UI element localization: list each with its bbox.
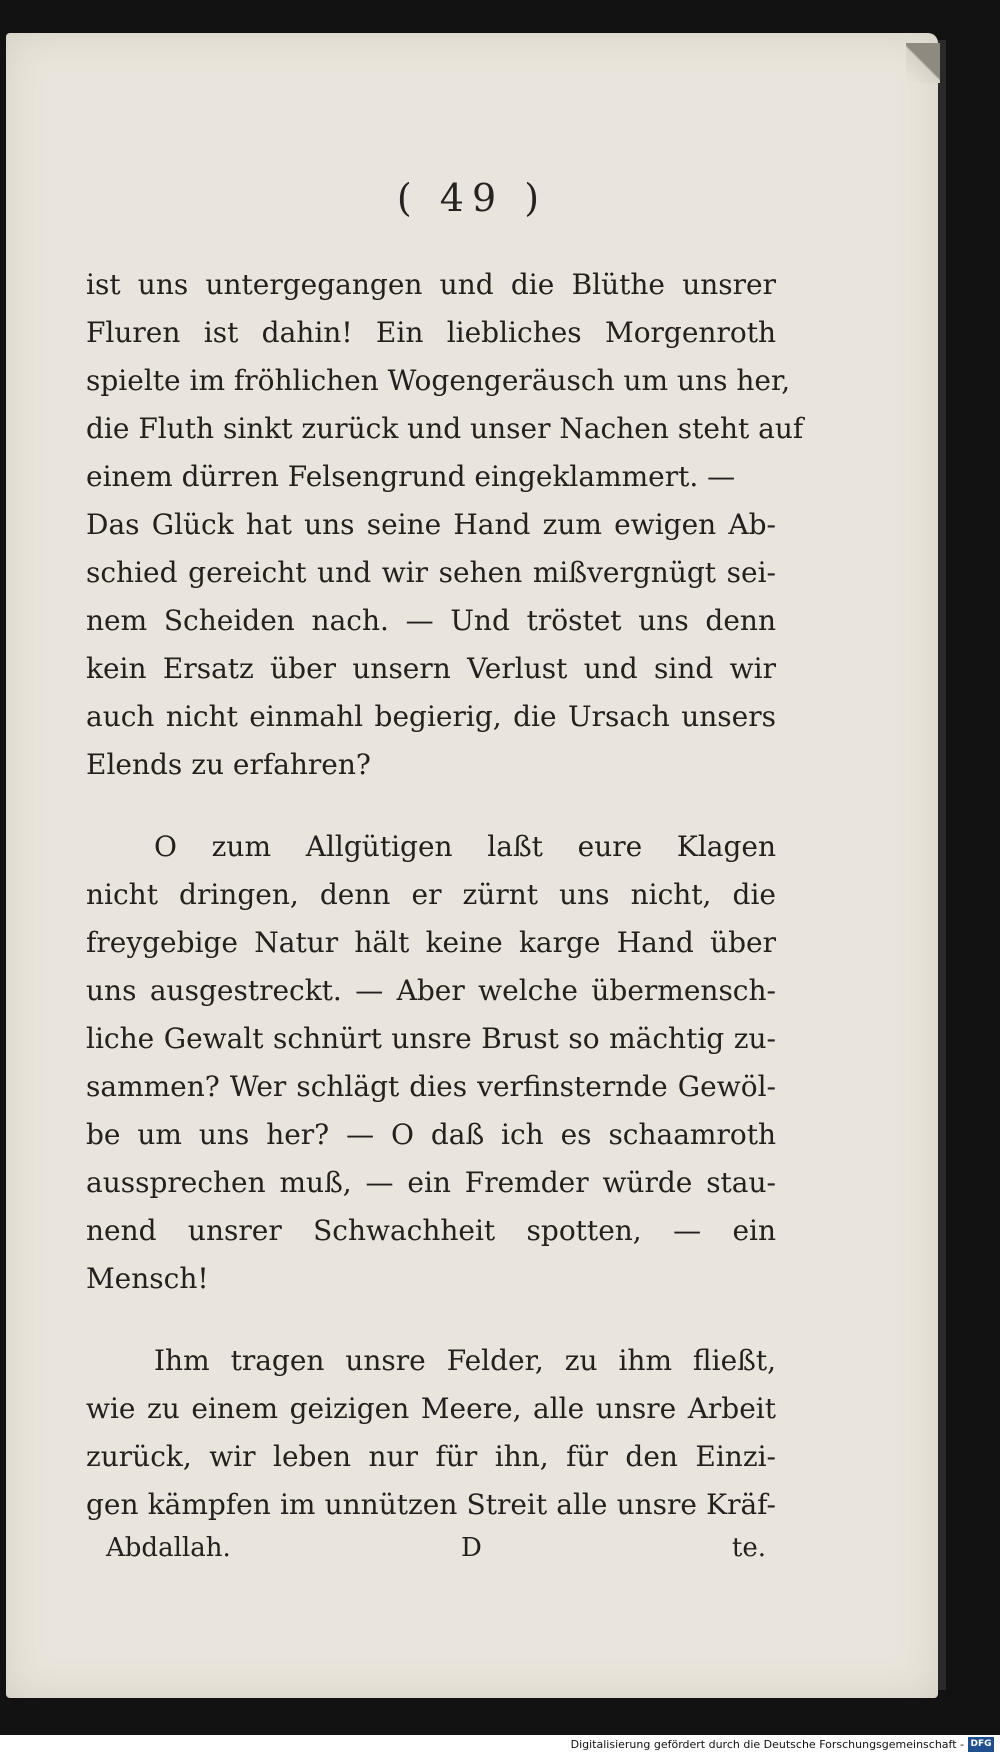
text-line: spielte im fröhlichen Wogengeräusch um uns her, xyxy=(86,364,791,397)
text-line: Mensch! xyxy=(86,1262,209,1295)
body-text xyxy=(86,261,804,1529)
folded-corner xyxy=(906,43,940,83)
text-line: wie zu einem geizigen Meere, alle unsre Arbeit xyxy=(86,1392,776,1425)
text-line: aussprechen muß, — ein Fremder würde stau- xyxy=(86,1166,776,1199)
page-number: ( 49 ) xyxy=(396,176,548,220)
page-footer xyxy=(106,1533,766,1573)
text-line: freygebige Natur hält keine karge Hand über xyxy=(86,926,776,959)
paragraph-gap xyxy=(86,1303,776,1337)
text-line: Elends zu erfahren? xyxy=(86,748,371,781)
running-signature: Abdallah. xyxy=(106,1533,231,1563)
attribution-text: Digitalisierung gefördert durch die Deutsche Forschungsgemeinschaft - xyxy=(570,1738,964,1751)
dfg-logo-icon: DFG xyxy=(968,1737,994,1752)
text-line: zurück, wir leben nur für ihn, für den Einzi- xyxy=(86,1440,776,1473)
text-line: liche Gewalt schnürt unsre Brust so mächtig zu- xyxy=(86,1022,776,1055)
catchword: te. xyxy=(731,1533,766,1563)
text-line: auch nicht einmahl begierig, die Ursach unsers xyxy=(86,700,776,733)
text-line: nicht dringen, denn er zürnt uns nicht, die xyxy=(86,878,776,911)
text-line: be um uns her? — O daß ich es schaamroth xyxy=(86,1118,776,1151)
text-line: nem Scheiden nach. — Und tröstet uns denn xyxy=(86,604,776,637)
paragraph-gap xyxy=(86,789,776,823)
book-page xyxy=(6,33,938,1698)
text-line: Das Glück hat uns seine Hand zum ewigen Ab- xyxy=(86,508,776,541)
text-line: nend unsrer Schwachheit spotten, — ein xyxy=(86,1214,776,1247)
text-line: sammen? Wer schlägt dies verfinsternde Gewöl- xyxy=(86,1070,776,1103)
page-edge-shadow xyxy=(938,40,946,1690)
text-line: die Fluth sinkt zurück und unser Nachen steht auf xyxy=(86,412,804,445)
text-line: O zum Allgütigen laßt eure Klagen xyxy=(154,830,776,863)
text-line: Ihm tragen unsre Felder, zu ihm fließt, xyxy=(154,1344,776,1377)
text-line: Fluren ist dahin! Ein liebliches Morgenroth xyxy=(86,316,776,349)
text-line: kein Ersatz über unsern Verlust und sind wir xyxy=(86,652,776,685)
text-line: gen kämpfen im unnützen Streit alle unsre Kräf- xyxy=(86,1488,776,1521)
text-line: uns ausgestreckt. — Aber welche übermensch- xyxy=(86,974,776,1007)
signature-mark: D xyxy=(461,1533,482,1563)
text-line: ist uns untergegangen und die Blüthe unsrer xyxy=(86,268,776,301)
text-line: einem dürren Felsengrund eingeklammert. — xyxy=(86,460,736,493)
text-line: schied gereicht und wir sehen mißvergnügt sei- xyxy=(86,556,776,589)
